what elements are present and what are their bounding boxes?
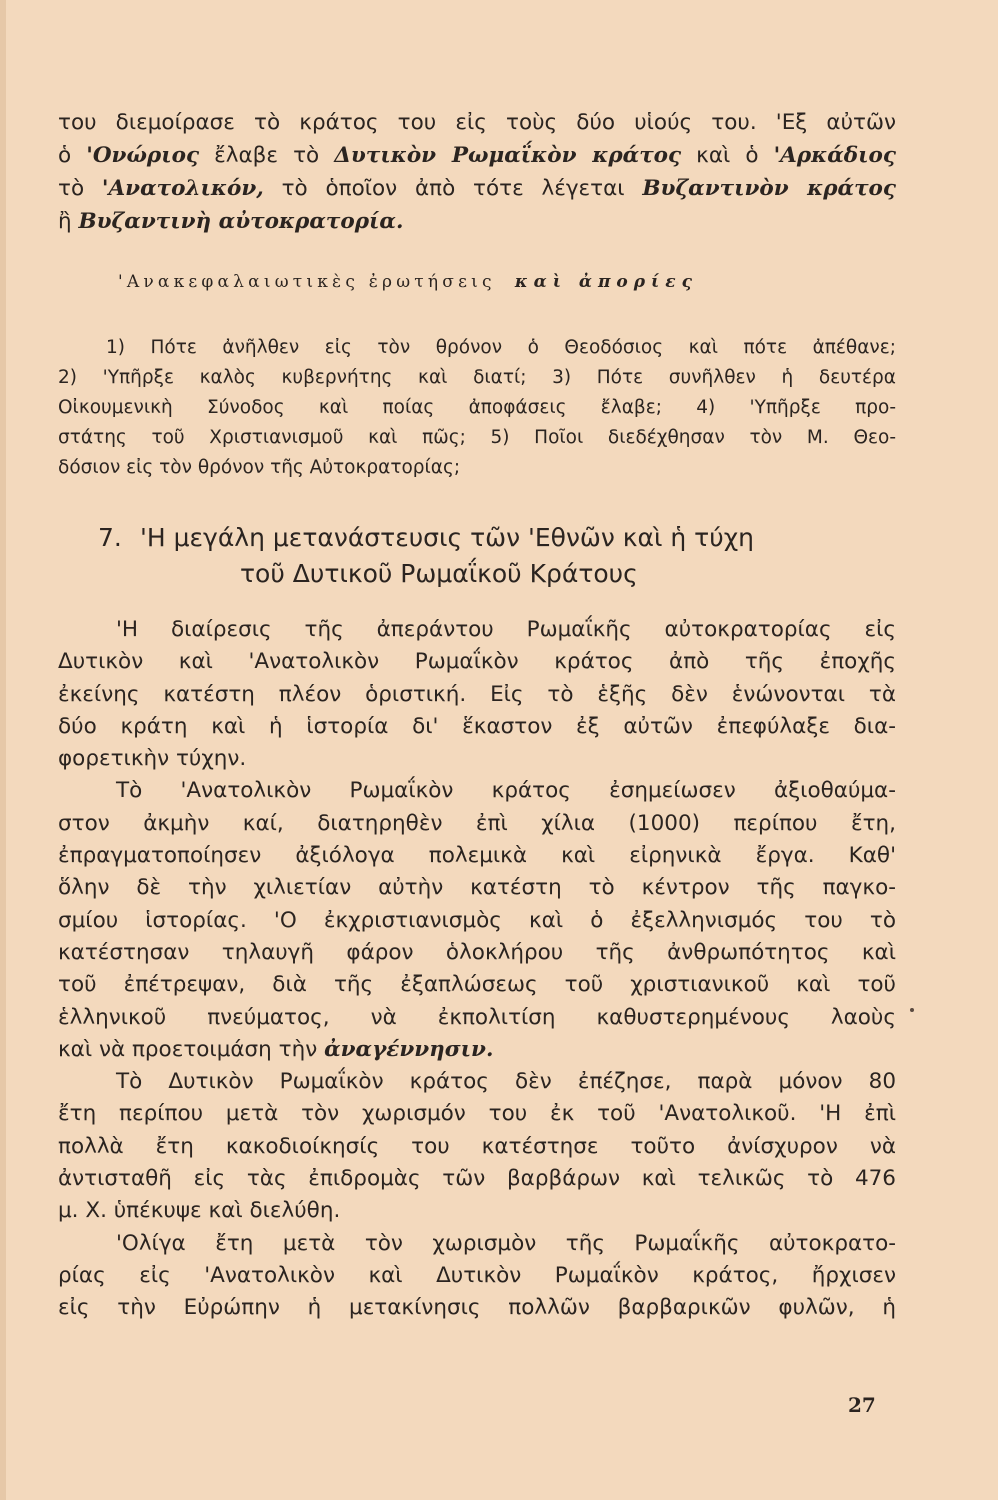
question-line: 2) 'Υπῆρξε καλὸς κυβερνήτης καὶ διατί; 3) Πότε συνῆλθεν ἡ δευτέρα	[58, 367, 896, 388]
text-line: καὶ νὰ προετοιμάση τὴν ἀναγέννησιν.	[58, 1036, 494, 1062]
emphasis-byzantine-state: Βυζαντινὸν κράτος	[642, 176, 896, 201]
intro-paragraph	[58, 106, 896, 238]
review-questions	[58, 333, 896, 483]
page-number: 27	[848, 1393, 876, 1417]
text-line: ἀντισταθῆ εἰς τὰς ἐπιδρομὰς τῶν βαρβάρων καὶ τελικῶς τὸ 476	[58, 1166, 896, 1192]
emphasis-renaissance: ἀναγέννησιν.	[324, 1036, 494, 1062]
text-line: δύο κράτη καὶ ἡ ἱστορία δι' ἕκαστον ἐξ αὐτῶν ἐπεφύλαξε δια-	[58, 713, 896, 739]
text-line: ἐκείνης κατέστη πλέον ὁριστική. Εἰς τὸ ἑξῆς δὲν ἑνώνονται τὰ	[58, 681, 896, 707]
text-line: ἢ Βυζαντινὴ αὐτοκρατορία.	[58, 209, 404, 234]
emphasis-honorius: 'Ονώριος	[86, 143, 200, 168]
question-line: δόσιον εἰς τὸν θρόνον τῆς Αὐτοκρατορίας;	[58, 457, 461, 478]
text-line: Τὸ 'Ανατολικὸν Ρωμαΐκὸν κράτος ἐσημείωσεν ἀξιοθαύμα-	[116, 778, 896, 804]
section-title-line2: τοῦ Δυτικοῦ Ρωμαΐκοῦ Κράτους	[240, 559, 638, 588]
text-line: Δυτικὸν καὶ 'Ανατολικὸν Ρωμαΐκὸν κράτος ἀπὸ τῆς ἐποχῆς	[58, 649, 896, 675]
text-line: του διεμοίρασε τὸ κράτος του εἰς τοὺς δύο υἱούς του. 'Εξ αὐτῶν	[58, 110, 896, 135]
emphasis-byzantine-empire: Βυζαντινὴ αὐτοκρατορία.	[78, 209, 404, 234]
text-line: τοῦ ἐπέτρεψαν, διὰ τῆς ἐξαπλώσεως τοῦ χριστιανικοῦ καὶ τοῦ	[58, 972, 896, 998]
section-number: 7.	[98, 523, 122, 552]
text-line: ὁ 'Ονώριος ἔλαβε τὸ Δυτικὸν Ρωμαΐκὸν κράτος καὶ ὁ 'Αρκάδιος	[58, 143, 896, 168]
ink-dot	[910, 1008, 914, 1012]
section-heading	[98, 520, 858, 592]
question-line: στάτης τοῦ Χριστιανισμοῦ καὶ πῶς; 5) Ποῖοι διεδέχθησαν τὸν Μ. Θεο-	[58, 427, 896, 448]
text-line: ἐπραγματοποίησεν ἀξιόλογα πολεμικὰ καὶ εἰρηνικὰ ἔργα. Καθ'	[58, 843, 896, 869]
text-line: φορετικὴν τύχην.	[58, 746, 247, 772]
text-line: πολλὰ ἔτη κακοδιοίκησίς του κατέστησε τοῦτο ἀνίσχυρον νὰ	[58, 1133, 896, 1159]
section-body	[58, 614, 896, 1325]
text-line: Τὸ Δυτικὸν Ρωμαΐκὸν κράτος δὲν ἐπέζησε, παρὰ μόνον 80	[116, 1069, 896, 1095]
text-line: κατέστησαν τηλαυγῆ φάρον ὁλοκλήρου τῆς ἀνθρωπότητος καὶ	[58, 939, 896, 965]
text-line: 'Η διαίρεσις τῆς ἀπεράντου Ρωμαΐκῆς αὐτοκρατορίας εἰς	[116, 617, 896, 642]
text-line: ρίας εἰς 'Ανατολικὸν καὶ Δυτικὸν Ρωμαΐκὸν κράτος, ἤρχισεν	[58, 1262, 896, 1288]
question-line: 1) Πότε ἀνῆλθεν εἰς τὸν θρόνον ὁ Θεοδόσιος καὶ πότε ἀπέθανε;	[106, 337, 896, 358]
emphasis-arcadius: 'Αρκάδιος	[773, 143, 896, 168]
text-line: μ. Χ. ὑπέκυψε καὶ διελύθη.	[58, 1198, 341, 1224]
text-line: εἰς τὴν Εὐρώπην ἡ μετακίνησις πολλῶν βαρβαρικῶν φυλῶν, ἡ	[58, 1295, 896, 1321]
question-line: Οἰκουμενικὴ Σύνοδος καὶ ποίας ἀποφάσεις ἔλαβε; 4) 'Υπῆρξε προ-	[58, 397, 896, 418]
text-line: ὅλην δὲ τὴν χιλιετίαν αὐτὴν κατέστη τὸ κέντρον τῆς παγκο-	[58, 875, 896, 901]
review-questions-heading: 'Ανακεφαλαιωτικὲς ἐρωτήσεις καὶ ἀπορίες	[118, 272, 698, 292]
text-line: τὸ 'Ανατολικόν, τὸ ὁποῖον ἀπὸ τότε λέγεται Βυζαντινὸν κράτος	[58, 176, 896, 201]
section-title-line1: 'Η μεγάλη μετανάστευσις τῶν 'Εθνῶν καὶ ἡ τύχη	[140, 523, 754, 552]
text-line: σμίου ἱστορίας. 'Ο ἐκχριστιανισμὸς καὶ ὁ ἐξελληνισμός του τὸ	[58, 907, 896, 933]
text-line: ἔτη περίπου μετὰ τὸν χωρισμόν του ἐκ τοῦ 'Ανατολικοῦ. 'Η ἐπὶ	[58, 1101, 896, 1127]
text-line: ἑλληνικοῦ πνεύματος, νὰ ἐκπολιτίση καθυστερημένους λαοὺς	[58, 1004, 896, 1030]
emphasis-western-empire: Δυτικὸν Ρωμαΐκὸν κράτος	[334, 143, 682, 168]
page-edge	[0, 0, 6, 1500]
text-line: στον ἀκμὴν καί, διατηρηθὲν ἐπὶ χίλια (1000) περίπου ἔτη,	[58, 810, 896, 836]
emphasis-eastern: 'Ανατολικόν,	[101, 176, 264, 201]
text-line: 'Ολίγα ἔτη μετὰ τὸν χωρισμὸν τῆς Ρωμαΐκῆς αὐτοκρατο-	[116, 1230, 896, 1256]
